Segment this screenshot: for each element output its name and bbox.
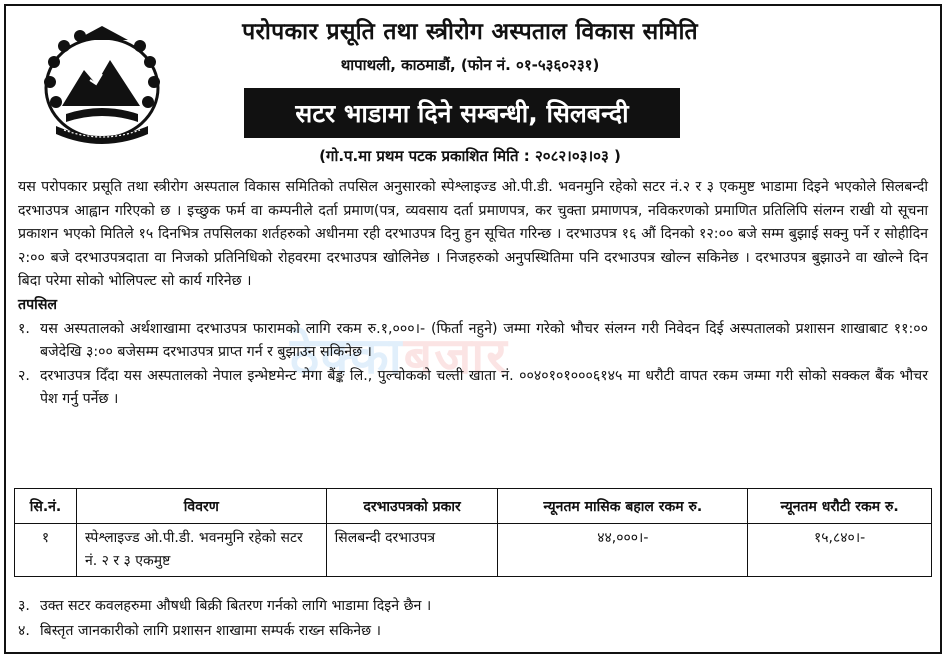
list-item-number: १.: [18, 320, 30, 337]
list-item-text: यस अस्पतालको अर्थशाखामा दरभाउपत्र फारामको लागि रकम रु.१,०००।- (फिर्ता नहुने) जम्मा गरेको भौचर संलग्न गरी निवेदन दिई अस्पतालको प्रशासन शाखाबाट ११:०० बजेदेखि ३:०० बजेसम्म दरभाउपत्र प्राप्त गर्न र बुझाउन सकिनेछ ।: [40, 320, 928, 361]
list-item: [18, 619, 928, 644]
cell-description: स्पेश्लाइज्ड ओ.पी.डी. भवनमुनि रहेको सटर नं. २ र ३ एकमुष्ट: [76, 524, 326, 577]
header-monthly-rent: न्यूनतम मासिक बहाल रकम रु.: [498, 489, 748, 524]
header-serial: सि.नं.: [15, 489, 77, 524]
table-header-row: [15, 489, 932, 524]
list-item-number: ३.: [18, 598, 30, 614]
watermark-part-a: ठेक्का: [290, 327, 404, 385]
list-item: [18, 594, 928, 619]
notice-title: सटर भाडामा दिने सम्बन्धी, सिलबन्दी: [244, 88, 680, 138]
cell-serial: १: [15, 524, 77, 577]
tapsil-heading: तपसिल: [18, 296, 58, 313]
list-item-number: २.: [18, 367, 30, 384]
header-tender-type: दरभाउपत्रको प्रकार: [326, 489, 498, 524]
publication-date: (गो.प.मा प्रथम पटक प्रकाशित मिति : २०८२।०३।०३ ): [319, 147, 621, 165]
list-item-text: उक्त सटर कवलहरुमा औषधी बिक्री बितरण गर्नको लागि भाडामा दिइने छैन ।: [40, 598, 432, 614]
list-item: [18, 365, 928, 412]
list-item-text: बिस्तृत जानकारीको लागि प्रशासन शाखामा सम्पर्क राख्न सकिनेछ ।: [40, 623, 381, 639]
list-item: [18, 318, 928, 365]
organization-name: परोपकार प्रसूति तथा स्त्रीरोग अस्पताल विकास समिति: [242, 19, 698, 45]
cell-deposit: १५,८४०।-: [748, 524, 932, 577]
nepal-emblem-icon: [36, 22, 168, 144]
header-description: विवरण: [76, 489, 326, 524]
cell-monthly-rent: ४४,०००।-: [498, 524, 748, 577]
footer-notes: [18, 594, 928, 644]
list-item-number: ४.: [18, 623, 30, 639]
intro-paragraph: यस परोपकार प्रसूति तथा स्त्रीरोग अस्पताल विकास समितिको तपसिल अनुसारको स्पेश्लाइज्ड ओ.पी.डी. भवनमुनि रहेको सटर नं.२ र ३ एकमुष्ट भाडामा दिइने भएकोले सिलबन्दी दरभाउपत्र आह्वान गरिएको छ । इच्छुक फर्म वा कम्पनीले दर्ता प्रमाण(पत्र, व्यवसाय दर्ता प्रमाणपत्र, कर चुक्ता प्रमाणपत्र, नविकरणको प्रमाणित प्रतिलिपि संलग्न राखी यो सूचना प्रकाशन भएको मितिले १५ दिनभित्र तपसिलका शर्तहरुको अधीनमा रही दरभाउपत्र दिनु हुन सूचित गरिन्छ । दरभाउपत्र १६ औं दिनको १२:०० बजे सम्म बुझाई सक्नु पर्ने र सोहीदिन २:०० बजे दरभाउपत्रदाता वा निजको प्रतिनिधिको रोहवरमा दरभाउपत्र खोलिनेछ । निजहरुको अनुपस्थितिमा पनि दरभाउपत्र खोल्न सकिनेछ । दरभाउपत्र बुझाउने वा खोल्ने दिन बिदा परेमा सोको भोलिपल्ट सो कार्य गरिनेछ ।: [18, 179, 928, 290]
header-deposit: न्यूनतम धरौटी रकम रु.: [748, 489, 932, 524]
table-row: [15, 524, 932, 577]
list-item-text: दरभाउपत्र दिँदा यस अस्पतालको नेपाल इन्भेष्टमेन्ट मेगा बैंङ्क लि., पुल्चोकको चल्ती खाता नं. ००४०१०१०००६१४५ मा धरौटी वापत रकम जम्मा गरी सोको सक्कल बैंक भौचर पेश गर्नु पर्नेछ ।: [40, 367, 928, 408]
cell-tender-type: सिलबन्दी दरभाउपत्र: [326, 524, 498, 577]
watermark-part-b: बजार: [403, 327, 509, 385]
tender-table: [14, 488, 932, 577]
organization-address: थापाथली, काठमाडौं, (फोन नं. ०१-५३६०२३१): [340, 56, 600, 74]
notice-body: [18, 176, 928, 412]
